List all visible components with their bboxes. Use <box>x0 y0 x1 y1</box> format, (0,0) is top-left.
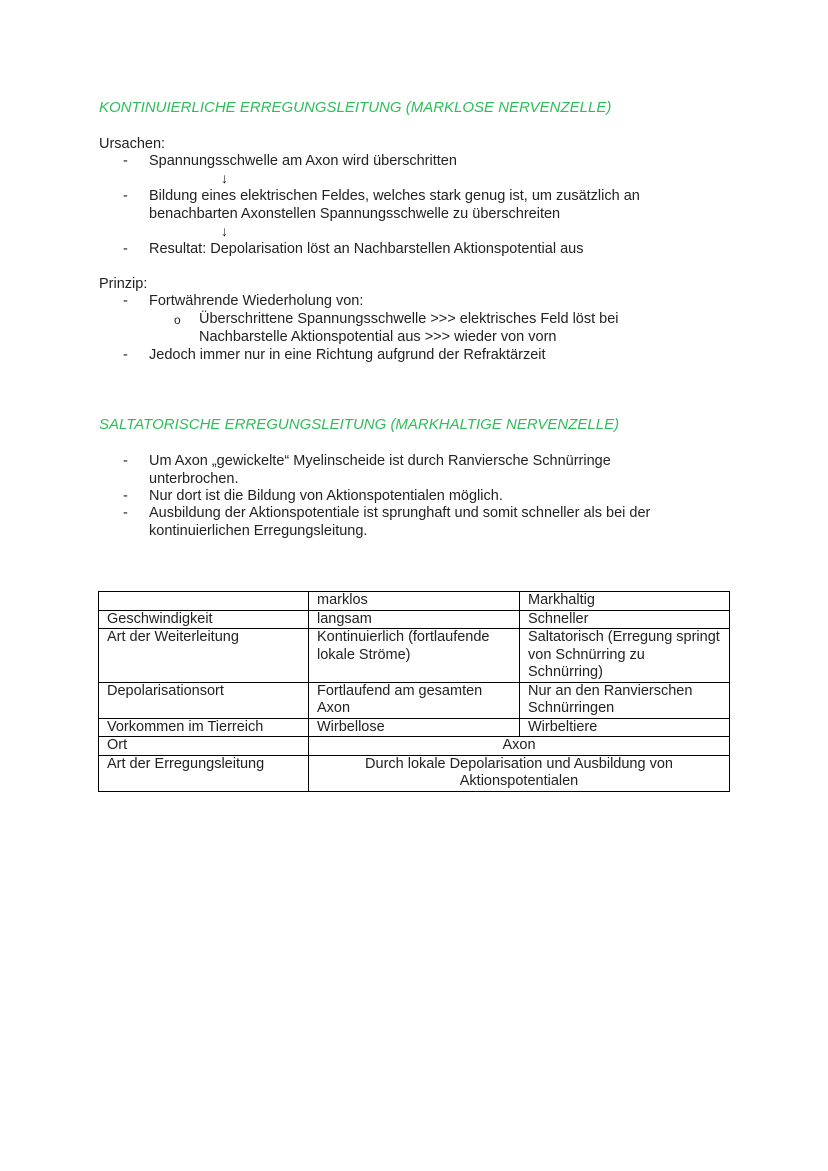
principle-sub-line1: Überschrittene Spannungsschwelle >>> elektrisches Feld löst bei <box>199 311 619 327</box>
bullet-dash: - <box>123 241 128 257</box>
table-cell: Kontinuierlich (fortlaufende lokale Ströme) <box>309 629 520 683</box>
table-header-row <box>99 592 730 611</box>
salt-item-3-line2: kontinuierlichen Erregungsleitung. <box>149 523 368 539</box>
bullet-dash: - <box>123 453 128 469</box>
table-cell: Schneller <box>520 610 730 629</box>
cause-item-3: Resultat: Depolarisation löst an Nachbarstellen Aktionspotential aus <box>149 241 584 257</box>
table-row <box>99 682 730 718</box>
principle-item-2: Jedoch immer nur in eine Richtung aufgrund der Refraktärzeit <box>149 347 546 363</box>
down-arrow-icon: ↓ <box>221 223 228 239</box>
bullet-dash: - <box>123 153 128 169</box>
circle-bullet-icon: o <box>174 313 181 327</box>
table-cell: Vorkommen im Tierreich <box>99 718 309 737</box>
table-header-markhaltig: Markhaltig <box>520 592 730 611</box>
salt-item-1-line2: unterbrochen. <box>149 471 239 487</box>
principle-item-1: Fortwährende Wiederholung von: <box>149 293 364 309</box>
table-cell: Saltatorisch (Erregung springt von Schnürring zu Schnürring) <box>520 629 730 683</box>
bullet-dash: - <box>123 293 128 309</box>
table-row <box>99 755 730 791</box>
table-cell: Ort <box>99 737 309 756</box>
table-cell: Fortlaufend am gesamten Axon <box>309 682 520 718</box>
salt-item-3-line1: Ausbildung der Aktionspotentiale ist sprunghaft und somit schneller als bei der <box>149 505 651 521</box>
table-cell-merged: Durch lokale Depolarisation und Ausbildung von Aktionspotentialen <box>309 755 730 791</box>
comparison-table <box>98 591 730 792</box>
table-row <box>99 629 730 683</box>
table-cell: Art der Weiterleitung <box>99 629 309 683</box>
salt-item-1-line1: Um Axon „gewickelte“ Myelinscheide ist durch Ranviersche Schnürringe <box>149 453 611 469</box>
table-cell: Geschwindigkeit <box>99 610 309 629</box>
table-row <box>99 737 730 756</box>
table-cell-merged: Axon <box>309 737 730 756</box>
principle-sub-line2: Nachbarstelle Aktionspotential aus >>> wieder von vorn <box>199 329 557 345</box>
salt-item-2: Nur dort ist die Bildung von Aktionspotentialen möglich. <box>149 488 503 504</box>
table-cell: Wirbellose <box>309 718 520 737</box>
causes-label: Ursachen: <box>99 136 166 152</box>
table-cell: Depolarisationsort <box>99 682 309 718</box>
table-row <box>99 610 730 629</box>
heading-saltatorische: SALTATORISCHE ERREGUNGSLEITUNG (MARKHALTIGE NERVENZELLE) <box>99 416 620 433</box>
down-arrow-icon: ↓ <box>221 170 228 186</box>
table-row <box>99 718 730 737</box>
heading-kontinuierliche: KONTINUIERLICHE ERREGUNGSLEITUNG (MARKLOSE NERVENZELLE) <box>99 99 612 116</box>
table-cell: Art der Erregungsleitung <box>99 755 309 791</box>
principle-label: Prinzip: <box>99 276 148 292</box>
bullet-dash: - <box>123 188 128 204</box>
cause-item-1: Spannungsschwelle am Axon wird überschritten <box>149 153 457 169</box>
table-cell <box>99 592 309 611</box>
table-cell: Wirbeltiere <box>520 718 730 737</box>
bullet-dash: - <box>123 505 128 521</box>
cause-item-2-line1: Bildung eines elektrischen Feldes, welches stark genug ist, um zusätzlich an <box>149 188 640 204</box>
table-cell: langsam <box>309 610 520 629</box>
table-header-marklos: marklos <box>309 592 520 611</box>
bullet-dash: - <box>123 347 128 363</box>
table-cell: Nur an den Ranvierschen Schnürringen <box>520 682 730 718</box>
cause-item-2-line2: benachbarten Axonstellen Spannungsschwelle zu überschreiten <box>149 206 561 222</box>
bullet-dash: - <box>123 488 128 504</box>
